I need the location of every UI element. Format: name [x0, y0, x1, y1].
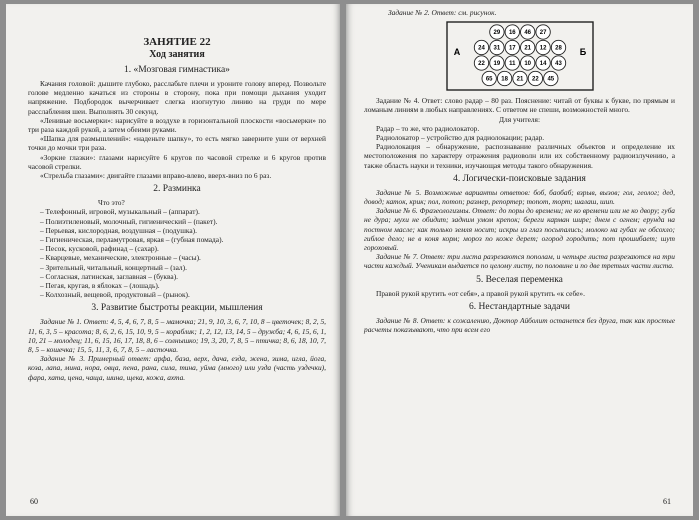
- grid-number: 22: [531, 76, 539, 83]
- task2-line: Задание № 2. Ответ: см. рисунок.: [388, 8, 497, 17]
- section5-paragraph: Правой рукой крутить «от себя», а правой рукой крутить «к себе».: [376, 288, 585, 298]
- section1-paragraph: Качания головой: дышите глубоко, расслабьте плечи и уроните голову вперед. Позвольте голове медленно качаться из стороны в сторону, пока при помощи дыхания уходит напряжение. Подбородок вычерчивает слегка изогнутую линию на груди по мере расслабления шеи. Выполнять 30 секунд.: [28, 79, 326, 116]
- list-item: – Пегая, кругая, в яблоках – (лошадь).: [40, 281, 160, 291]
- list-item: – Перьевая, кислородная, воздушная – (подушка).: [40, 225, 197, 235]
- section1-paragraph: «Стрельба глазами»: двигайте глазами вправо-влево, вверх-вниз по 6 раз.: [40, 171, 272, 181]
- left-page: [6, 4, 340, 516]
- section4-paragraph: Задание № 7. Ответ: три листа разрезаются пополам, и четыре листа разрезаются на три части каждый. Ученикам выдается по целому листу, по половине и по две третьих части листа.: [364, 252, 675, 271]
- section5-title: 5. Веселая переменка: [476, 274, 563, 285]
- grid-number: 11: [508, 61, 515, 68]
- grid-number: 22: [477, 61, 485, 68]
- teacher-paragraph: Радар – то же, что радиолокатор.: [376, 123, 480, 133]
- list-item: – Гигиеническая, перламутровая, яркая – (губная помада).: [40, 235, 224, 245]
- grid-number: 46: [523, 30, 531, 37]
- grid-number: 31: [493, 45, 500, 52]
- grid-number: 16: [508, 30, 516, 37]
- section1-paragraph: «Ленивые восьмерки»: нарисуйте в воздухе в горизонтальной плоскости «восьмерки» по три раза каждой рукой, а затем обеими руками.: [28, 115, 326, 135]
- section3-paragraph: Задание № 1. Ответ: 4, 5, 4, 6, 7, 8, 5 – мамочка; 21, 9, 10, 3, 6, 7, 10, 8 – цветочек; 8, 2, 5, 11, 6, 3, 5 – красота; 8, 6, 2, 6, 15, 10, 9, 5 – кораблик; 1, 2, 12, 13, 14, 5 – дружба; 4, 6, 15, 6, 1, 10, 21 – молодец; 11, 6, 15, 16, 17, 18, 8, 6 – солнышко; 19, 3, 20, 7, 8, 5 – птичка; 8, 6, 18, 10, 7, 8, 5 – кошечка; 15, 5, 11, 3, 6, 7, 8, 5 – ласточка.: [28, 317, 326, 355]
- grid-number: 12: [539, 45, 546, 52]
- page-number-left: 60: [30, 497, 38, 506]
- section3-title: 3. Развитие быстроты реакции, мышления: [91, 303, 263, 314]
- section6-title: 6. Нестандартные задачи: [469, 301, 570, 312]
- lesson-title: ЗАНЯТИЕ 22: [143, 36, 211, 48]
- task4-paragraph: Задание № 4. Ответ: слово радар – 80 раз. Пояснение: читай от буквы к букве, по прямым и ломаным линиям в любых направлениях. С ответом не спеши, возможностей много.: [364, 96, 675, 115]
- grid-number: 21: [516, 76, 523, 83]
- section2-title: 2. Разминка: [153, 184, 201, 195]
- section4-paragraph: Задание № 5. Возможные варианты ответов: боб, баобаб; взрыв, вызов; гол, геолог; дед, довод; каток, крик; пол, потоп; размер, репортер; топот, торт; шалаш, шип.: [364, 187, 675, 207]
- grid-number: 14: [539, 61, 546, 68]
- grid-number: 43: [554, 61, 562, 68]
- grid-number: 27: [539, 30, 546, 37]
- list-item: – Согласная, латинская, заглавная – (буква).: [40, 271, 178, 281]
- warmup-list: [28, 207, 326, 299]
- section4-title: 4. Логически-поисковые задания: [453, 173, 586, 184]
- section1-paragraph: «Зоркие глазки»: глазами нарисуйте 6 кругов по часовой стрелке и 6 кругов против часовой стрелки.: [28, 152, 326, 171]
- grid-number: 19: [493, 61, 500, 68]
- section2-question: Что это?: [98, 198, 125, 208]
- list-item: – Полиэтиленовый, молочный, гигиенический – (пакет).: [40, 216, 218, 226]
- section6-paragraph: Задание № 8. Ответ: к сожалению, Доктор Айболит останется без друга, так как простые расчеты показывают, что при всем его: [364, 315, 675, 335]
- grid-number: 24: [477, 45, 485, 52]
- grid-letter: Б: [579, 47, 586, 58]
- teacher-paragraph: Радиолокация – обнаружение, распознавание различных объектов и определение их местоположения по характеру отражения радиоволн или их собственному радиоизлучению, а также область науки и техники, изучающая методы такого обнаружения.: [364, 142, 675, 170]
- grid-letter: А: [453, 47, 460, 58]
- list-item: – Телефонный, игровой, музыкальный – (аппарат).: [40, 207, 200, 217]
- grid-number: 21: [523, 45, 531, 52]
- grid-number: 45: [546, 76, 554, 83]
- grid-number: 28: [554, 45, 562, 52]
- grid-number: 17: [508, 45, 516, 52]
- right-page: [346, 4, 693, 516]
- grid-number: 10: [523, 61, 531, 68]
- for-teacher-label: Для учителя:: [499, 114, 540, 124]
- page-number-right: 61: [663, 497, 671, 506]
- lesson-subtitle: Ход занятия: [149, 49, 205, 60]
- list-item: – Колхозный, вещевой, продуктовый – (рынок).: [40, 290, 190, 300]
- teacher-paragraph: Радиолокатор – устройство для радиолокации; радар.: [376, 133, 545, 143]
- list-item: – Песок, кусковой, рафинад – (сахар).: [40, 244, 159, 254]
- list-item: – Кварцевые, механические, электронные – (часы).: [40, 253, 201, 263]
- section1-paragraph: «Шапка для размышлений»: «наденьте шапку», то есть мягко заверните уши от верхней точки до мочки три раза.: [28, 134, 326, 153]
- section4-paragraph: Задание № 6. Фразеологизмы. Ответ: до поры до времени; не ко времени или не ко двору; губа не дура; мухи не обидит; задним умом крепок; береги карман шире; днем с огнем; ерунда на постном масле; как только земля носит; искры из глаз посыпались; молоко на губах не обсохло; гиблое дело; не в коня корм; мороз по коже дерет; огород городить; пот прошибает; шут гороховый.: [364, 206, 675, 253]
- grid-number: 29: [493, 30, 500, 37]
- left-page-content: [28, 16, 326, 382]
- list-item: – Зрительный, читальный, концертный – (зал).: [40, 262, 187, 272]
- right-page-content: [364, 8, 675, 334]
- circle-grid-figure: [445, 20, 595, 92]
- grid-number: 18: [500, 76, 508, 83]
- section3-paragraph: Задание № 3. Примерный ответ: арфа, база, верх, дача, езда, жена, зима, игла, йога, коза, лапа, мина, нора, овца, пена, рана, сила, тина, уйма (много) или узда (часть уздечки), фара, хата, цена, чаща, шина, щека, кожа, ахта.: [28, 354, 326, 382]
- grid-number: 65: [485, 76, 493, 83]
- section1-title: 1. «Мозговая гимнастика»: [124, 65, 230, 75]
